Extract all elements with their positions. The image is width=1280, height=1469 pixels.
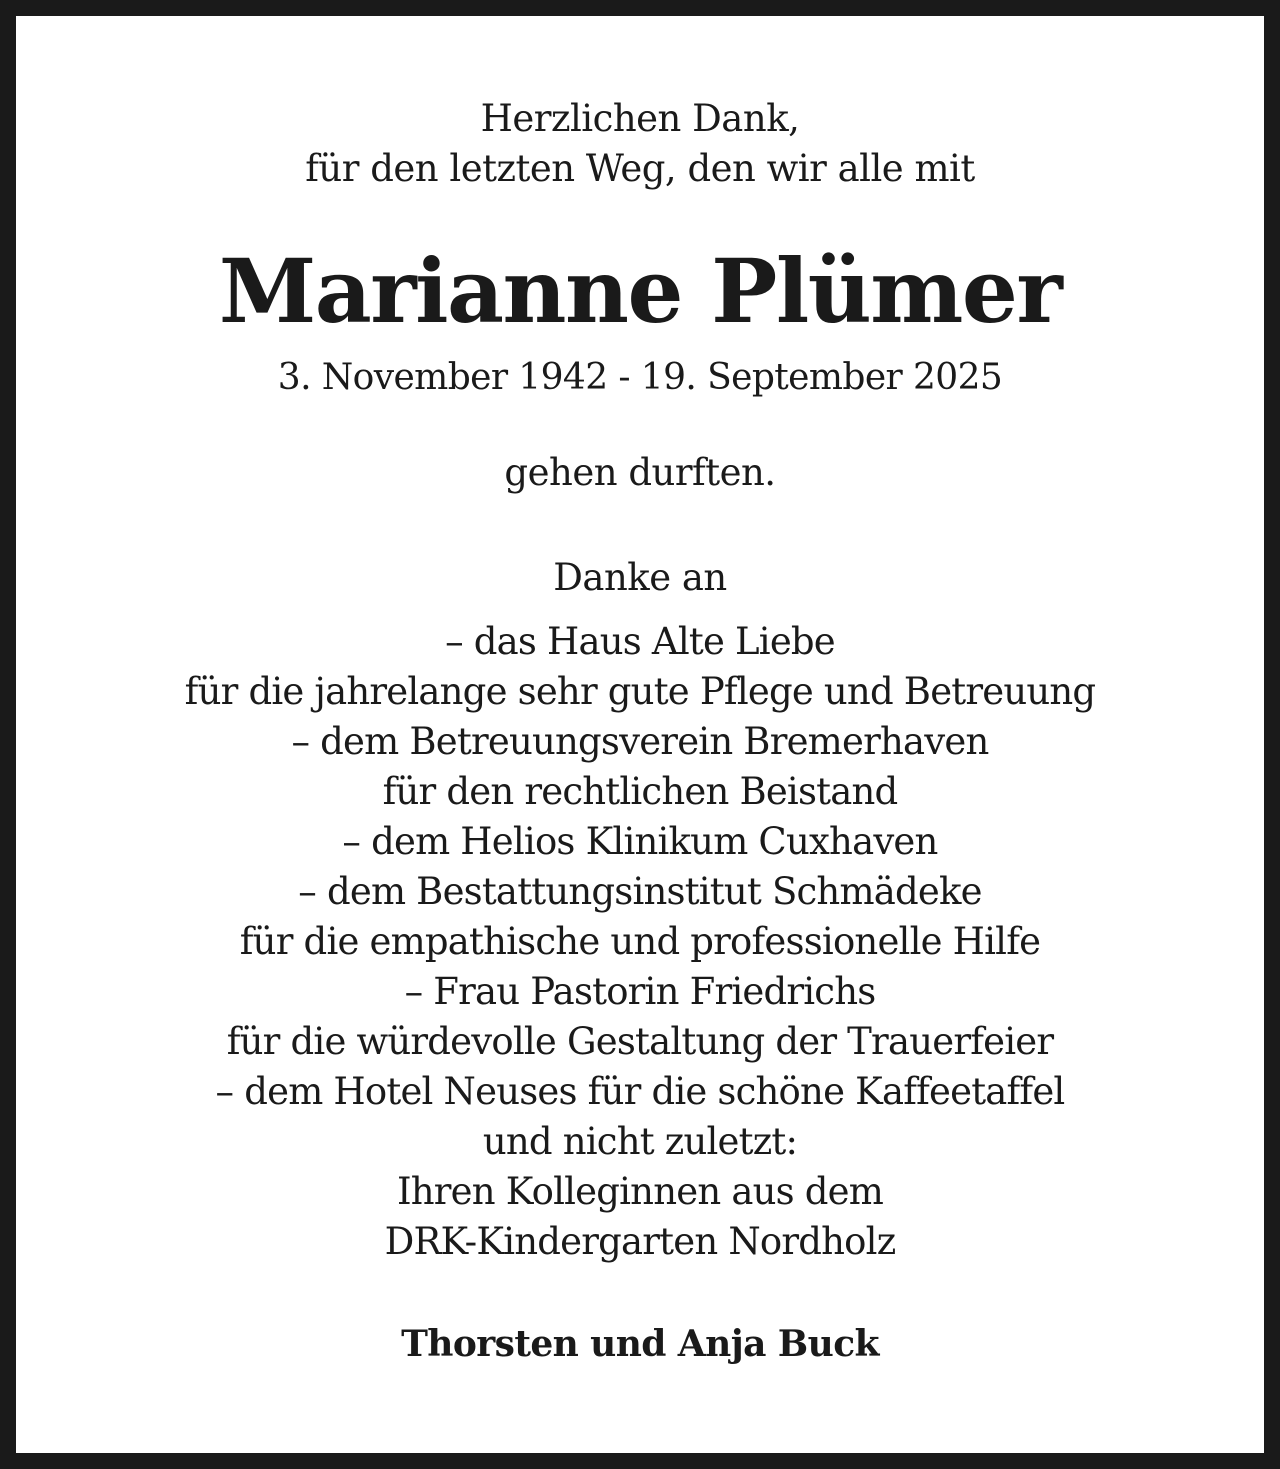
- thanks-line: DRK-Kindergarten Nordholz: [384, 1220, 896, 1263]
- intro-text: [0, 94, 1280, 194]
- thanks-heading: Danke an: [553, 556, 727, 599]
- thanks-line: – dem Helios Klinikum Cuxhaven: [342, 820, 938, 863]
- thanks-line: für die empathische und professionelle Hilfe: [239, 920, 1041, 963]
- thanks-line: Ihren Kolleginnen aus dem: [396, 1170, 884, 1213]
- intro-continuation: gehen durften.: [504, 451, 776, 494]
- intro-line: für den letzten Weg, den wir alle mit: [305, 147, 975, 190]
- thanks-line: – das Haus Alte Liebe: [445, 620, 835, 663]
- intro-line: Herzlichen Dank,: [480, 97, 800, 140]
- thanks-line: – dem Hotel Neuses für die schöne Kaffeetaffel: [215, 1070, 1065, 1113]
- thanks-line: für die jahrelange sehr gute Pflege und Betreuung: [184, 670, 1096, 713]
- thanks-line: – Frau Pastorin Friedrichs: [404, 970, 876, 1013]
- thanks-list: [0, 617, 1280, 1267]
- thanks-line: für den rechtlichen Beistand: [382, 770, 898, 813]
- thanks-line: und nicht zuletzt:: [482, 1120, 798, 1163]
- deceased-name: Marianne Plümer: [218, 239, 1062, 343]
- thanks-line: für die würdevolle Gestaltung der Trauerfeier: [226, 1020, 1054, 1063]
- life-dates: 3. November 1942 - 19. September 2025: [277, 357, 1003, 398]
- thanks-line: – dem Betreuungsverein Bremerhaven: [291, 720, 989, 763]
- thanks-line: – dem Bestattungsinstitut Schmädeke: [298, 870, 982, 913]
- signature: Thorsten und Anja Buck: [401, 1323, 879, 1365]
